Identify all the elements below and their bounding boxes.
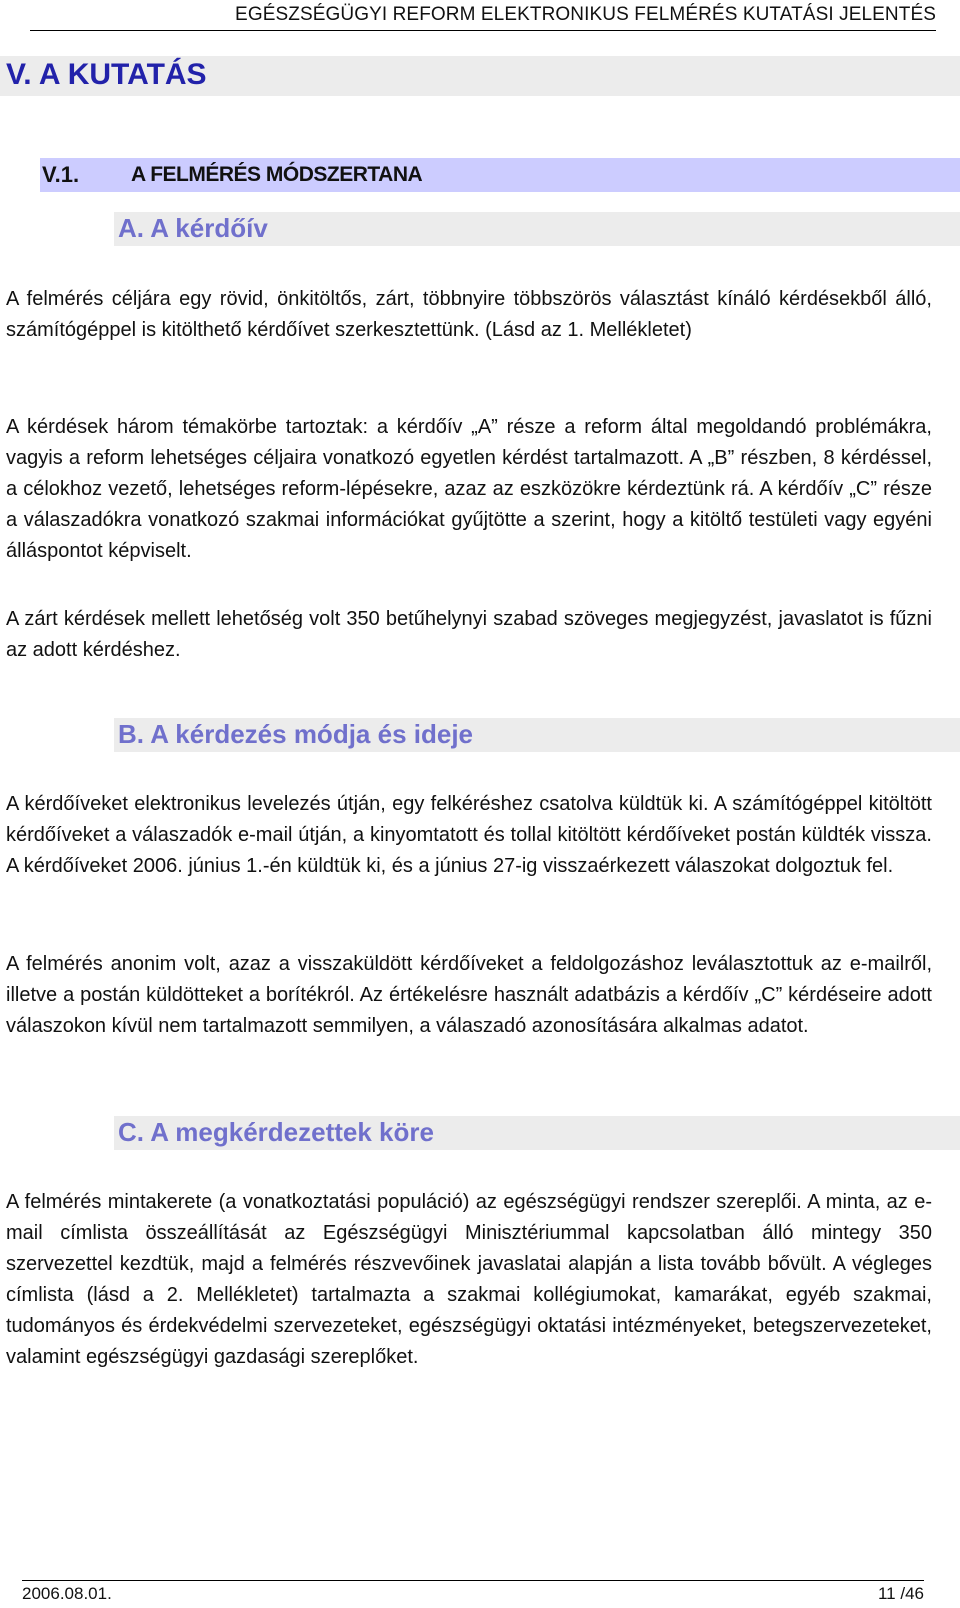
paragraph: A felmérés céljára egy rövid, önkitöltős, zárt, többnyire többszörös választást kínáló kérdésekből álló, számítógéppel is kitölthető kérdőívet szerkesztettünk. (Lásd az 1. Mellékletet) — [6, 288, 932, 341]
footer-rule — [22, 1580, 924, 1581]
subsection-c-title: C. A megkérdezettek köre — [118, 1117, 434, 1147]
chapter-title: V. A KUTATÁS — [6, 58, 207, 91]
paragraph: A felmérés anonim volt, azaz a visszaküldött kérdőíveket a feldolgozáshoz leválasztottuk az e-mailről, illetve a postán küldötteket a borítékról. Az értékelésre használt adatbázis a kérdőív „C” kérdéseire adott válaszokon kívül nem tartalmazott semmilyen, a válaszadó azonosítására alkalmas adatot. — [6, 953, 932, 1037]
subsection-b-title: B. A kérdezés módja és ideje — [118, 719, 473, 749]
subsection-a-title: A. A kérdőív — [118, 213, 268, 243]
running-header: EGÉSZSÉGÜGYI REFORM ELEKTRONIKUS FELMÉRÉS KUTATÁSI JELENTÉS — [30, 4, 936, 31]
footer-date: 2006.08.01. — [22, 1584, 112, 1603]
section-number: V.1. — [42, 162, 80, 187]
paragraph: A kérdések három témakörbe tartoztak: a kérdőív „A” része a reform által megoldandó problémákra, vagyis a reform lehetséges céljaira vonatkozó egyetlen kérdést tartalmazott. A „B” részben, 8 kérdéssel, a célokhoz vezető, lehetséges reform-lépésekre, azaz az eszközökre kérdeztünk rá. A kérdőív „C” része a válaszadókra vonatkozó szakmai információkat gyűjtötte a szerint, hogy a kitöltő testületi vagy egyéni álláspontot képviselt. — [6, 416, 932, 562]
paragraph: A zárt kérdések mellett lehetőség volt 350 betűhelynyi szabad szöveges megjegyzést, javaslatot is fűzni az adott kérdéshez. — [6, 608, 932, 661]
section-title: A FELMÉRÉS MÓDSZERTANA — [131, 163, 423, 186]
page-number: 11 /46 — [877, 1584, 924, 1603]
paragraph: A kérdőíveket elektronikus levelezés útján, egy felkéréshez csatolva küldtük ki. A számítógéppel kitöltött kérdőíveket a válaszadók e-mail útján, a kinyomtatott és tollal kitöltött kérdőíveket postán küldték vissza. A kérdőíveket 2006. június 1.-én küldtük ki, és a június 27-ig visszaérkezett válaszokat dolgoztuk fel. — [6, 793, 932, 877]
paragraph: A felmérés mintakerete (a vonatkoztatási populáció) az egészségügyi rendszer szereplői. A minta, az e-mail címlista összeállítását az Egészségügyi Minisztériummal kapcsolatban álló mintegy 350 szervezettel kezdtük, majd a felmérés részvevőinek javaslatai alapján a lista tovább bővült. A végleges címlista (lásd a 2. Mellékletet) tartalmazta a szakmai kollégiumokat, kamarákat, egyéb szakmai, tudományos és érdekvédelmi szervezeteket, egészségügyi oktatási intézményeket, betegszervezeteket, valamint egészségügyi gazdasági szereplőket. — [6, 1191, 932, 1368]
